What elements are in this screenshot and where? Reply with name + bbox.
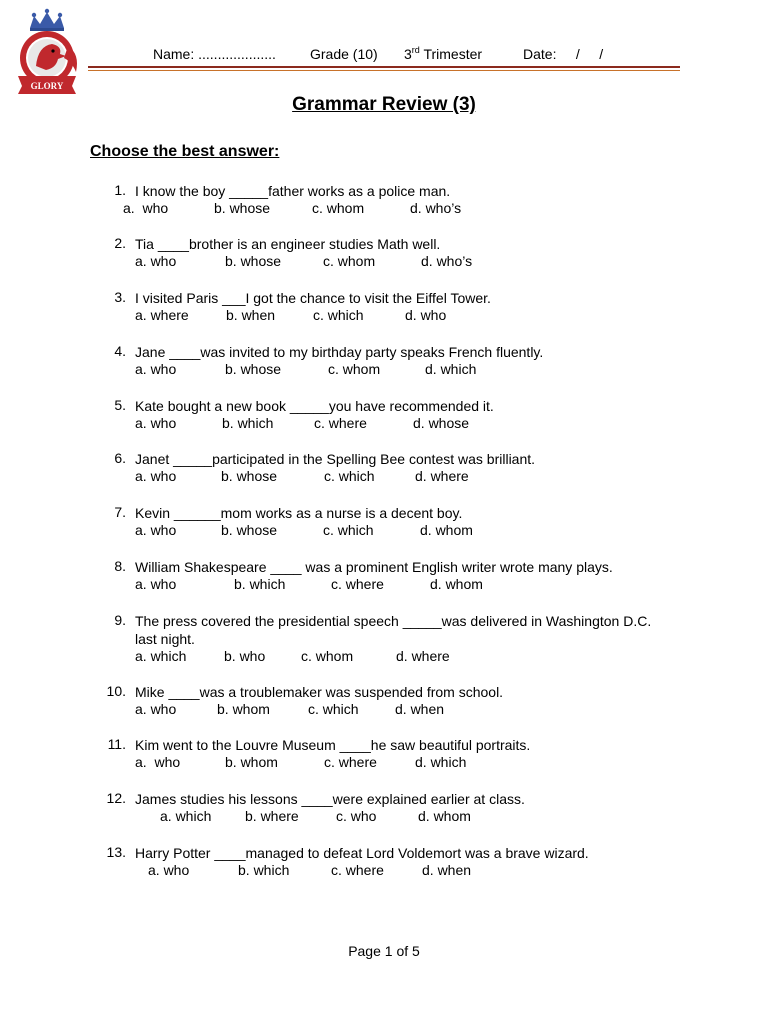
answer-option-c[interactable]: c. whom [312,200,365,216]
answer-option-c[interactable]: c. who [336,808,377,824]
answer-option-d[interactable]: d. whose [413,415,470,431]
answer-option-a[interactable]: a. who [135,522,177,538]
answer-option-a[interactable]: a. who [135,754,181,770]
question-text: The press covered the presidential speech _____was delivered in Washington D.C. last night. [135,613,652,647]
answer-option-d[interactable]: d. where [415,468,469,484]
logo-text: GLORY [30,81,64,91]
trimester-word: Trimester [419,46,483,62]
answer-option-d[interactable]: d. who [405,307,447,323]
answer-option-a[interactable]: a. who [135,253,177,269]
question-number: 9. [114,612,126,628]
question-number: 13. [106,844,126,860]
answer-option-d[interactable]: d. which [415,754,467,770]
answer-option-d[interactable]: d. who’s [421,253,473,269]
question-number: 8. [114,558,126,574]
answer-option-a[interactable]: a. where [135,307,189,323]
answer-option-c[interactable]: c. which [313,307,364,323]
trimester-suffix: rd [411,45,420,55]
question-text: Kevin ______mom works as a nurse is a decent boy. [135,505,463,521]
question-number: 7. [114,504,126,520]
answer-option-c[interactable]: c. whom [301,648,354,664]
answer-option-b[interactable]: b. whom [225,754,278,770]
question-number: 4. [114,343,126,359]
answer-option-b[interactable]: b. whose [221,522,278,538]
instruction-heading: Choose the best answer: [90,143,280,160]
answer-option-a[interactable]: a. who [148,862,190,878]
header-rule-dark [88,66,680,68]
answer-option-a[interactable]: a. who [135,701,177,717]
question-text: I visited Paris ___I got the chance to visit the Eiffel Tower. [135,290,491,306]
answer-option-c[interactable]: c. whom [323,253,376,269]
name-field-label: Name: .................... [153,46,276,62]
answer-option-d[interactable]: d. who’s [410,200,462,216]
answer-option-d[interactable]: d. whom [420,522,473,538]
answer-option-a[interactable]: a. who [123,200,169,216]
answer-option-b[interactable]: b. where [245,808,299,824]
question-number: 3. [114,289,126,305]
answer-option-d[interactable]: d. whom [430,576,483,592]
answer-option-b[interactable]: b. which [234,576,286,592]
answer-option-a[interactable]: a. who [135,468,177,484]
answer-option-a[interactable]: a. who [135,576,177,592]
answer-option-a[interactable]: a. which [160,808,212,824]
question-number: 2. [114,235,126,251]
answer-option-b[interactable]: b. whose [225,361,282,377]
page-title: Grammar Review (3) [292,94,476,115]
answer-option-b[interactable]: b. which [238,862,290,878]
question-text: Harry Potter ____managed to defeat Lord Voldemort was a brave wizard. [135,845,589,861]
question-number: 10. [106,683,126,699]
answer-option-b[interactable]: b. whom [217,701,270,717]
question-text: I know the boy _____father works as a police man. [135,183,451,199]
question-number: 1. [114,182,126,198]
question-number: 5. [114,397,126,413]
page-footer: Page 1 of 5 [348,943,420,959]
answer-option-d[interactable]: d. when [422,862,472,878]
question-text: Janet _____participated in the Spelling Bee contest was brilliant. [135,451,536,467]
answer-option-c[interactable]: c. where [331,862,384,878]
answer-option-a[interactable]: a. who [135,415,177,431]
question-text: Mike ____was a troublemaker was suspended from school. [135,684,504,700]
question-text: Kate bought a new book _____you have recommended it. [135,398,494,414]
answer-option-d[interactable]: d. which [425,361,477,377]
answer-option-c[interactable]: c. where [331,576,384,592]
answer-option-c[interactable]: c. where [324,754,377,770]
answer-option-b[interactable]: b. who [224,648,266,664]
answer-option-c[interactable]: c. which [323,522,374,538]
crown-icon [30,9,64,31]
answer-option-b[interactable]: b. whose [214,200,271,216]
trimester-number: 3 [404,46,412,62]
answer-option-c[interactable]: c. where [314,415,367,431]
answer-option-c[interactable]: c. which [308,701,359,717]
answer-option-c[interactable]: c. which [324,468,375,484]
header [0,46,768,66]
question-number: 12. [106,790,126,806]
grade-label: Grade (10) [310,46,378,62]
question-text: Jane ____was invited to my birthday party speaks French fluently. [135,344,544,360]
date-field-label: Date: / / [523,46,604,62]
answer-option-b[interactable]: b. which [222,415,274,431]
answer-option-c[interactable]: c. whom [328,361,381,377]
header-rule-light [88,70,680,71]
answer-option-d[interactable]: d. where [396,648,450,664]
question-number: 6. [114,450,126,466]
answer-option-d[interactable]: d. whom [418,808,471,824]
answer-option-b[interactable]: b. when [226,307,276,323]
trimester-label [404,46,482,62]
question-text: Kim went to the Louvre Museum ____he saw beautiful portraits. [135,737,531,753]
question-text: William Shakespeare ____ was a prominent English writer wrote many plays. [135,559,613,575]
answer-option-b[interactable]: b. whose [225,253,282,269]
answer-option-b[interactable]: b. whose [221,468,278,484]
question-number: 11. [107,736,126,752]
answer-option-a[interactable]: a. who [135,361,177,377]
answer-option-a[interactable]: a. which [135,648,187,664]
answer-option-d[interactable]: d. when [395,701,445,717]
question-text: James studies his lessons ____were explained earlier at class. [135,791,525,807]
question-text: Tia ____brother is an engineer studies Math well. [135,236,441,252]
